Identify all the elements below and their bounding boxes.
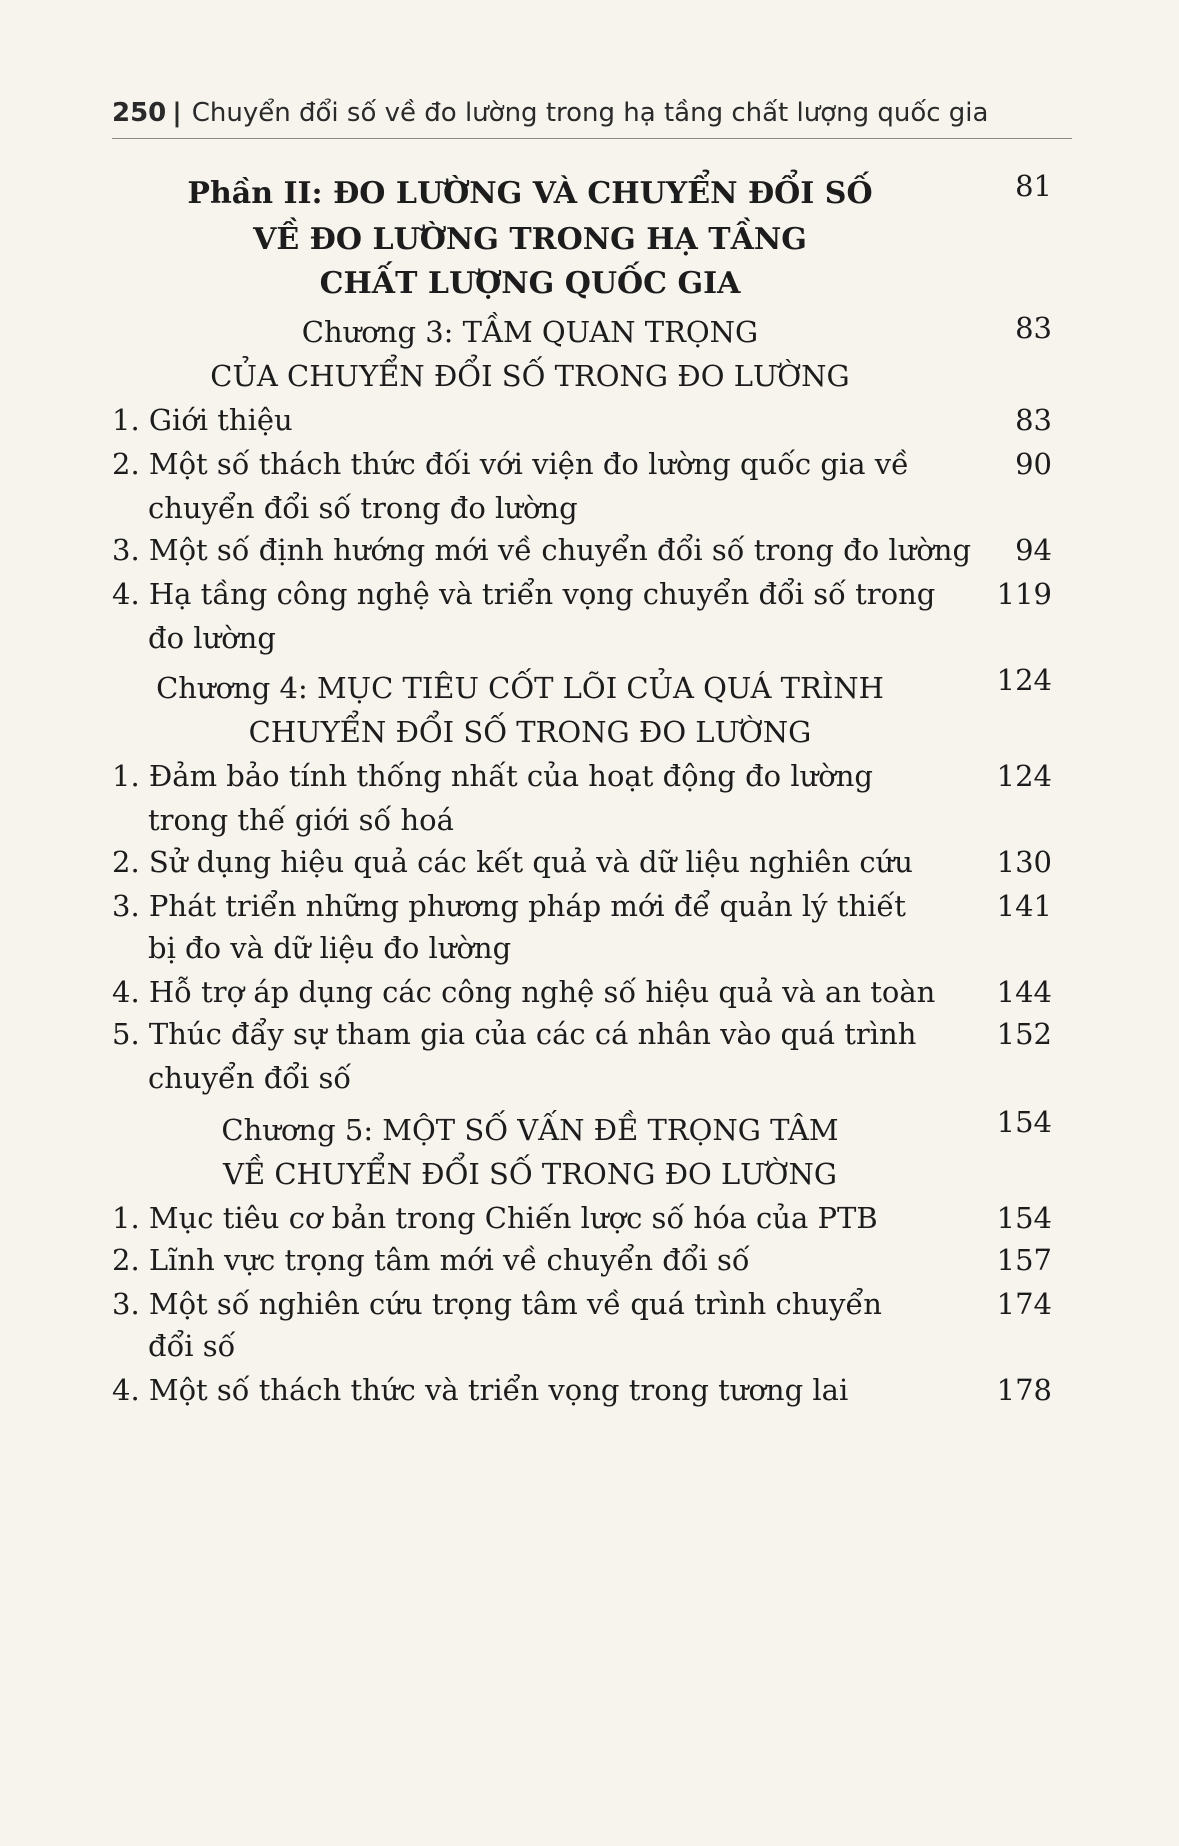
chapter-title-line: CHUYỂN ĐỔI SỐ TRONG ĐO LƯỜNG: [248, 715, 812, 749]
toc-item-page: 178: [996, 1373, 1052, 1407]
toc-item-page: 83: [1015, 403, 1052, 437]
header-rule: [112, 138, 1072, 139]
chapter-title-line: VỀ CHUYỂN ĐỔI SỐ TRONG ĐO LƯỜNG: [223, 1157, 837, 1191]
chapter-page-number: 154: [996, 1105, 1052, 1139]
chapter-page-number: 83: [1015, 311, 1052, 345]
toc-item-label: 3. Một số nghiên cứu trọng tâm về quá trình chuyển: [112, 1287, 882, 1321]
toc-item-page: 154: [996, 1201, 1052, 1235]
chapter-title-line: CỦA CHUYỂN ĐỔI SỐ TRONG ĐO LƯỜNG: [210, 359, 850, 393]
toc-item-label-cont: bị đo và dữ liệu đo lường: [148, 931, 512, 965]
part-title-line: CHẤT LƯỢNG QUỐC GIA: [319, 266, 741, 301]
toc-item-page: 119: [996, 577, 1052, 611]
toc-item-label: 4. Hạ tầng công nghệ và triển vọng chuyển đổi số trong: [112, 577, 936, 611]
chapter-page-number: 124: [996, 663, 1052, 697]
toc-item-label-cont: đo lường: [148, 621, 276, 655]
toc-item-label: 5. Thúc đẩy sự tham gia của các cá nhân vào quá trình: [112, 1017, 917, 1051]
part-title-line: Phần II: ĐO LƯỜNG VÀ CHUYỂN ĐỔI SỐ: [187, 176, 873, 211]
toc-item-label: 3. Một số định hướng mới về chuyển đổi số trong đo lường: [112, 533, 972, 567]
toc-item-label-cont: đổi số: [148, 1329, 236, 1363]
header-book-title: Chuyển đổi số về đo lường trong hạ tầng chất lượng quốc gia: [191, 98, 989, 128]
toc-item-label-cont: trong thế giới số hoá: [148, 803, 454, 837]
toc-item-page: 94: [1015, 533, 1052, 567]
toc-item-label-cont: chuyển đổi số: [148, 1061, 352, 1095]
toc-item-page: 141: [996, 889, 1052, 923]
toc-item-page: 174: [996, 1287, 1052, 1321]
chapter-title-line: Chương 3: TẦM QUAN TRỌNG: [301, 315, 759, 349]
toc-item-label: 2. Sử dụng hiệu quả các kết quả và dữ liệu nghiên cứu: [112, 845, 913, 879]
toc-item-label: 2. Một số thách thức đối với viện đo lường quốc gia về: [112, 447, 909, 481]
toc-item-page: 157: [996, 1243, 1052, 1277]
toc-item-label: 1. Đảm bảo tính thống nhất của hoạt động đo lường: [112, 759, 873, 793]
toc-item-label: 1. Giới thiệu: [112, 403, 293, 437]
toc-item-label: 1. Mục tiêu cơ bản trong Chiến lược số hóa của PTB: [112, 1201, 878, 1235]
toc-item-label: 4. Một số thách thức và triển vọng trong tương lai: [112, 1373, 849, 1407]
header-page-number: 250: [112, 98, 167, 128]
toc-item-label: 4. Hỗ trợ áp dụng các công nghệ số hiệu quả và an toàn: [112, 975, 936, 1009]
chapter-title-line: Chương 5: MỘT SỐ VẤN ĐỀ TRỌNG TÂM: [221, 1113, 839, 1147]
running-header: [112, 98, 1072, 128]
chapter-title-line: Chương 4: MỤC TIÊU CỐT LÕI CỦA QUÁ TRÌNH: [156, 671, 884, 705]
toc-item-page: 152: [996, 1017, 1052, 1051]
toc-item-page: 90: [1015, 447, 1052, 481]
header-separator: |: [172, 98, 182, 128]
part-page-number: 81: [1015, 169, 1052, 203]
toc-item-label: 3. Phát triển những phương pháp mới để quản lý thiết: [112, 889, 906, 923]
toc-item-page: 130: [996, 845, 1052, 879]
toc-item-label: 2. Lĩnh vực trọng tâm mới về chuyển đổi số: [112, 1243, 750, 1277]
toc-item-page: 124: [996, 759, 1052, 793]
toc-item-label-cont: chuyển đổi số trong đo lường: [148, 491, 578, 525]
toc-item-page: 144: [996, 975, 1052, 1009]
part-title-line: VỀ ĐO LƯỜNG TRONG HẠ TẦNG: [253, 222, 807, 257]
